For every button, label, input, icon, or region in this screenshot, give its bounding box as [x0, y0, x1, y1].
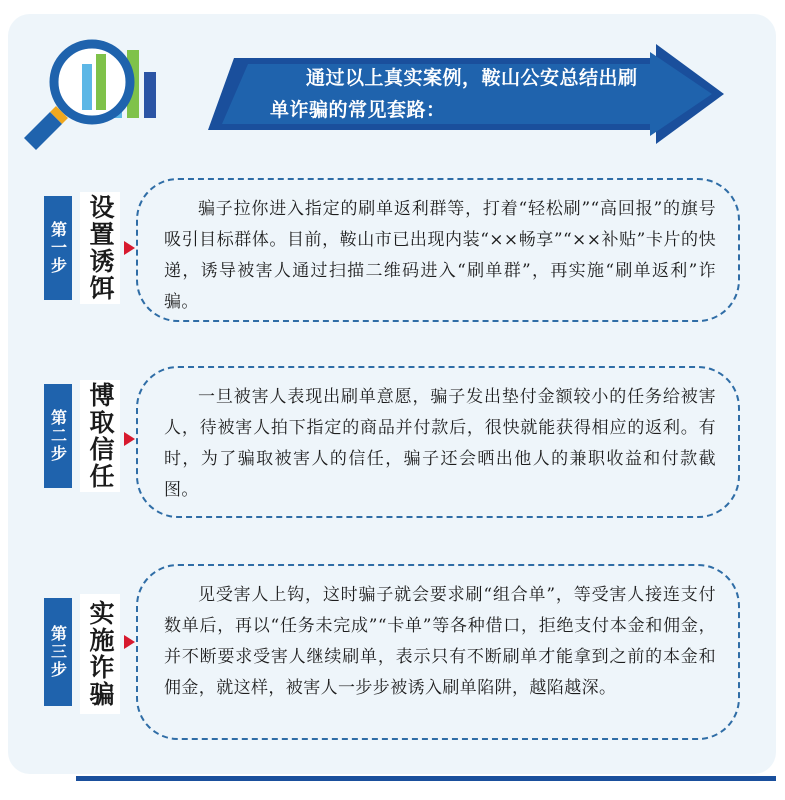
bottom-divider — [76, 776, 776, 781]
step-3-badge: 第三步 — [44, 598, 72, 706]
step-3-pointer-icon — [124, 635, 135, 649]
step-2-description: 一旦被害人表现出刷单意愿，骗子发出垫付金额较小的任务给被害人，待被害人拍下指定的商品并付款后，很快就能获得相应的返利。有时，为了骗取被害人的信任，骗子还会晒出他人的兼职收益和付款截图。 — [136, 366, 740, 518]
step-2-title: 博取信任 — [80, 380, 120, 492]
step-1-description: 骗子拉你进入指定的刷单返利群等，打着“轻松刷”“高回报”的旗号吸引目标群体。目前，鞍山市已出现内装“××畅享”“××补贴”卡片的快递，诱导被害人通过扫描二维码进入“刷单群”，再实施“刷单返利”诈骗。 — [136, 178, 740, 322]
banner-line-1: 通过以上真实案例，鞍山公安总结出刷 — [306, 67, 638, 89]
step-1-pointer-icon — [124, 241, 135, 255]
step-3-title: 实施诈骗 — [80, 594, 120, 714]
step-1-title: 设置诱饵 — [80, 192, 120, 304]
step-2-badge: 第二步 — [44, 384, 72, 488]
step-1-badge: 第一步 — [44, 196, 72, 300]
banner-line-2: 单诈骗的常见套路： — [270, 99, 446, 121]
header-banner-text — [270, 62, 690, 126]
step-2-pointer-icon — [124, 432, 135, 446]
step-3-description: 见受害人上钩，这时骗子就会要求刷“组合单”，等受害人接连支付数单后，再以“任务未完成”“卡单”等各种借口，拒绝支付本金和佣金，并不断要求受害人继续刷单，表示只有不断刷单才能拿到之前的本金和佣金，就这样，被害人一步步被诱入刷单陷阱，越陷越深。 — [136, 564, 740, 740]
magnifier-chart-icon — [14, 32, 184, 168]
